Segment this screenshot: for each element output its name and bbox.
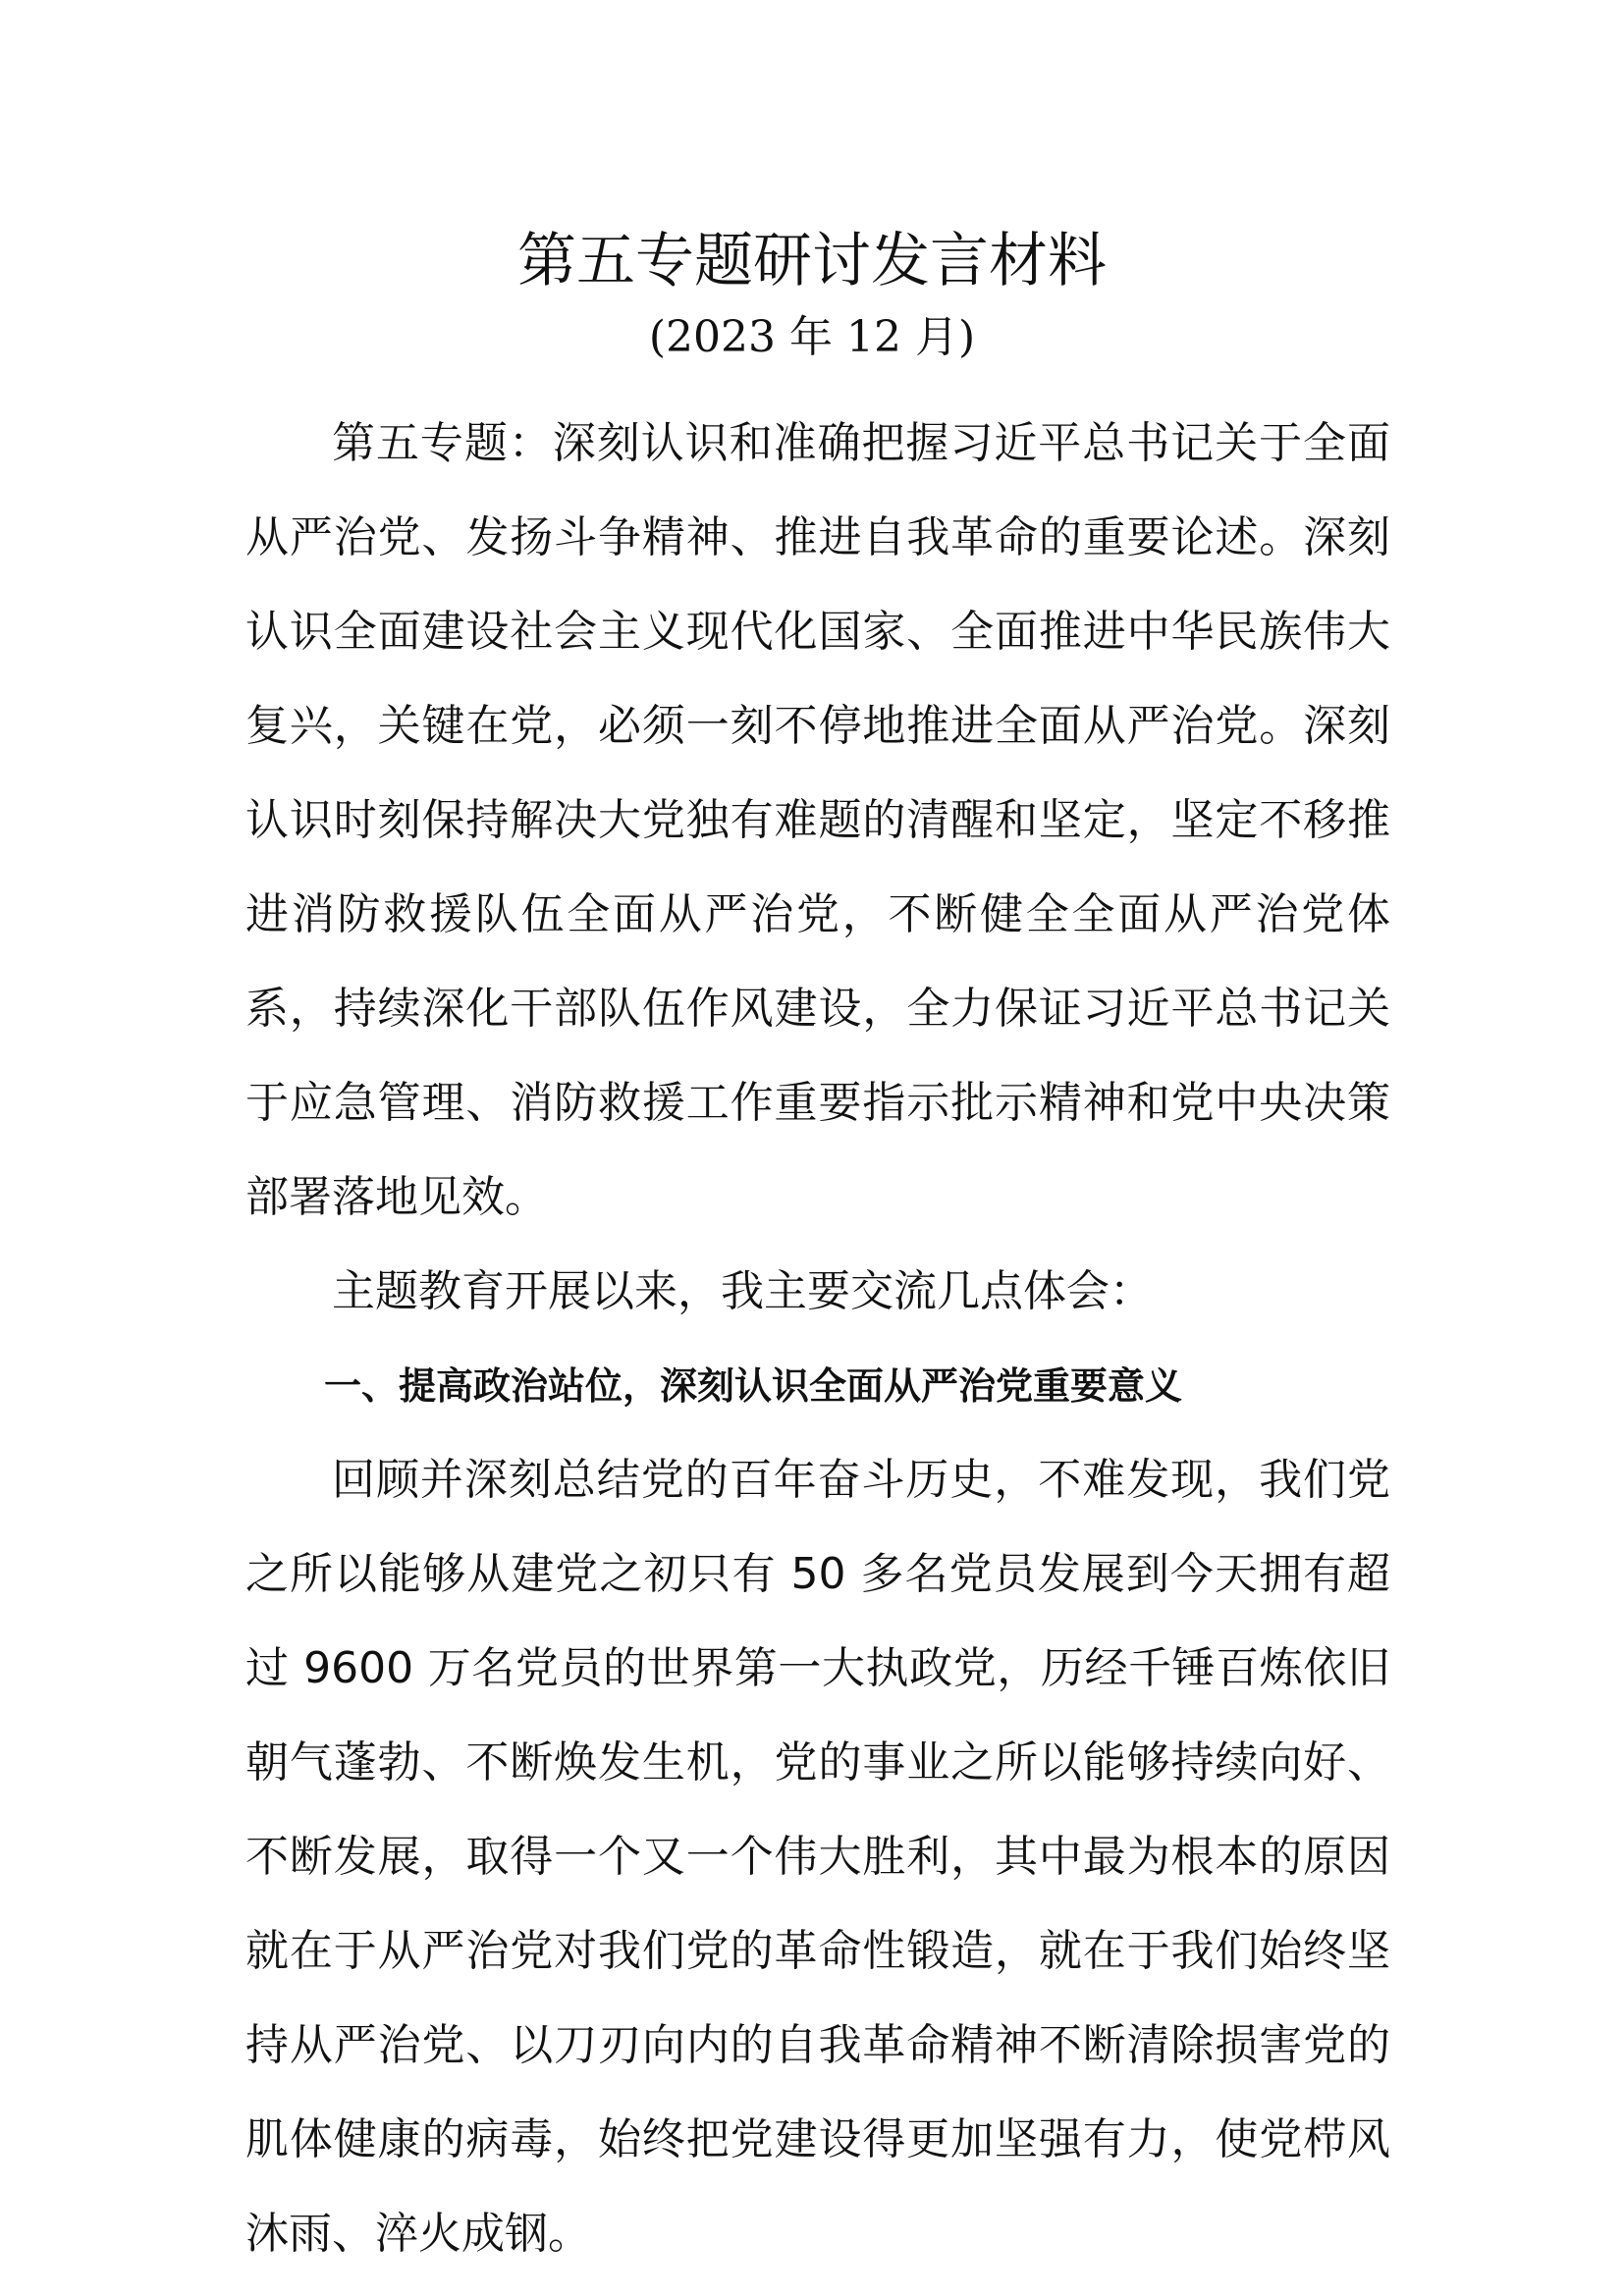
section-heading-1: 一、提高政治站位，深刻认识全面从严治党重要意义 <box>324 1364 1183 1408</box>
paragraph-intro: 主题教育开展以来，我主要交流几点体会： <box>332 1266 1153 1316</box>
paragraph-topic: 第五专题：深刻认识和准确把握习近平总书记关于全面从严治党、发扬斗争精神、推进自我革命的重要论述。深刻认识全面建设社会主义现代化国家、全面推进中华民族伟大复兴，关键在党，必须一刻不停地推进全面从严治党。深刻认识时刻保持解决大党独有难题的清醒和坚定，坚定不移推进消防救援队伍全面从严治党，不断健全全面从严治党体系，持续深化干部队伍作风建设，全力保证习近平总书记关于应急管理、消防救援工作重要指示批示精神和党中央决策部署落地见效。 <box>245 418 1390 1222</box>
document-date: (2023 年 12 月) <box>648 312 976 362</box>
document-title: 第五专题研讨发言材料 <box>517 227 1107 295</box>
paragraph-history: 回顾并深刻总结党的百年奋斗历史，不难发现，我们党之所以能够从建党之初只有 50 多名党员发展到今天拥有超过 9600 万名党员的世界第一大执政党，历经千锤百炼依旧朝气蓬勃、不断焕发生机，党的事业之所以能够持续向好、不断发展，取得一个又一个伟大胜利，其中最为根本的原因就在于从严治党对我们党的革命性锻造，就在于我们始终坚持从严治党、以刀刃向内的自我革命精神不断清除损害党的肌体健康的病毒，始终把党建设得更加坚强有力，使党栉风沐雨、淬火成钢。 <box>245 1455 1390 2259</box>
document-body <box>245 397 1390 2281</box>
